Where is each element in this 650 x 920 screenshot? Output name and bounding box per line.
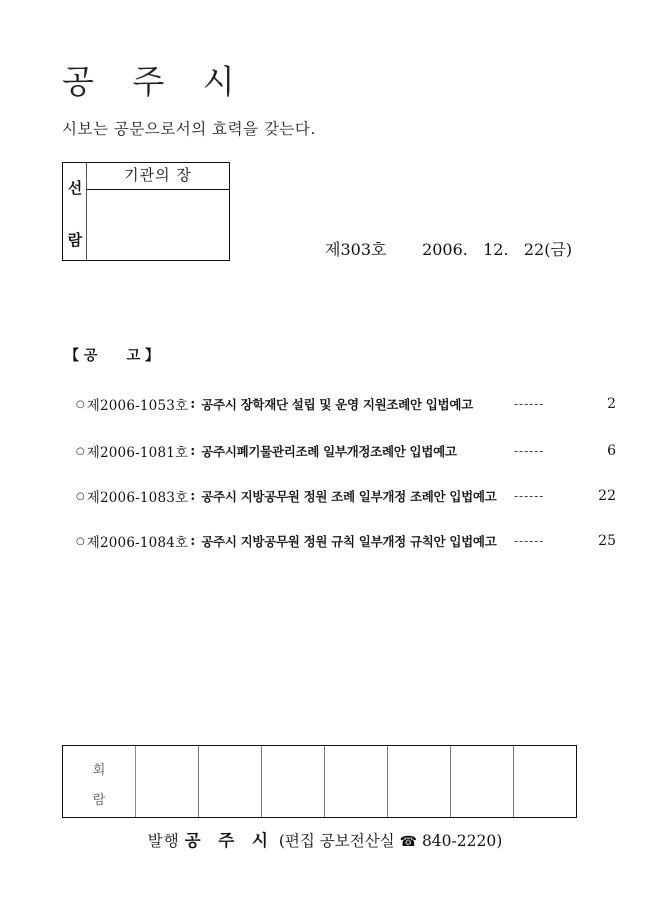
publisher-name: 공 주 시 [184, 831, 274, 850]
page-title: 공 주 시 [62, 62, 249, 101]
notice-page: 22 [598, 488, 616, 504]
colon: : [190, 443, 196, 459]
approval-box [62, 162, 230, 261]
circle-bullet-icon: ○ [76, 398, 85, 410]
publisher-label: 발행 [147, 832, 180, 850]
approval-side-column [63, 163, 87, 260]
notice-number: 제2006-1083호 [86, 490, 189, 506]
circulation-sign-cell [325, 746, 388, 817]
approval-side-bottom: 람 [67, 231, 83, 249]
circulation-label-bottom: 람 [92, 793, 106, 808]
approval-side-top: 선 [67, 179, 83, 197]
section-heading: 【 공 고 】 [65, 348, 160, 364]
circle-bullet-icon: ○ [76, 535, 85, 547]
publisher-footer [0, 827, 650, 851]
dot-leader: ------ [514, 444, 545, 458]
colon: : [190, 396, 196, 412]
notice-item[interactable] [76, 394, 616, 414]
notice-number: 제2006-1081호 [86, 445, 189, 461]
notice-title[interactable]: 공주시폐기물관리조례 일부개정조례안 입법예고 [201, 444, 457, 459]
colon: : [190, 533, 196, 549]
notice-page: 25 [598, 533, 616, 549]
circulation-label-cell [63, 746, 136, 817]
circulation-table [62, 745, 577, 818]
notice-title[interactable]: 공주시 지방공무원 정원 규칙 일부개정 규칙안 입법예고 [201, 534, 497, 549]
circulation-sign-cell [388, 746, 451, 817]
subtitle: 시보는 공문으로서의 효력을 갖는다. [62, 120, 316, 138]
notice-title[interactable]: 공주시 지방공무원 정원 조례 일부개정 조례안 입법예고 [201, 489, 497, 504]
dot-leader: ------ [514, 489, 545, 503]
issue-number: 제303호 [325, 240, 387, 259]
notice-item[interactable] [76, 486, 616, 506]
issue-date: 2006. 12. 22(금) [422, 240, 573, 259]
dot-leader: ------ [514, 534, 545, 548]
phone-number: 840-2220) [417, 832, 503, 850]
notice-number: 제2006-1084호 [86, 535, 189, 551]
telephone-icon: ☎ [399, 834, 418, 850]
circulation-sign-cell [262, 746, 325, 817]
circulation-sign-cell [199, 746, 262, 817]
notice-page: 2 [607, 396, 616, 412]
notice-number: 제2006-1053호 [86, 398, 189, 414]
notice-page: 6 [607, 443, 616, 459]
circle-bullet-icon: ○ [76, 490, 85, 502]
circulation-sign-cell [451, 746, 514, 817]
notice-item[interactable] [76, 441, 616, 461]
circulation-label-top: 회 [92, 763, 106, 778]
circulation-sign-cell [136, 746, 199, 817]
circulation-sign-cell [514, 746, 576, 817]
editor-info: (편집 공보전산실 [273, 832, 400, 850]
approval-head: 기관의 장 [87, 163, 229, 190]
notice-item[interactable] [76, 531, 616, 551]
colon: : [190, 488, 196, 504]
dot-leader: ------ [514, 397, 545, 411]
notice-title[interactable]: 공주시 장학재단 설립 및 운영 지원조례안 입법예고 [201, 397, 473, 412]
circle-bullet-icon: ○ [76, 445, 85, 457]
issue-info [325, 237, 572, 260]
